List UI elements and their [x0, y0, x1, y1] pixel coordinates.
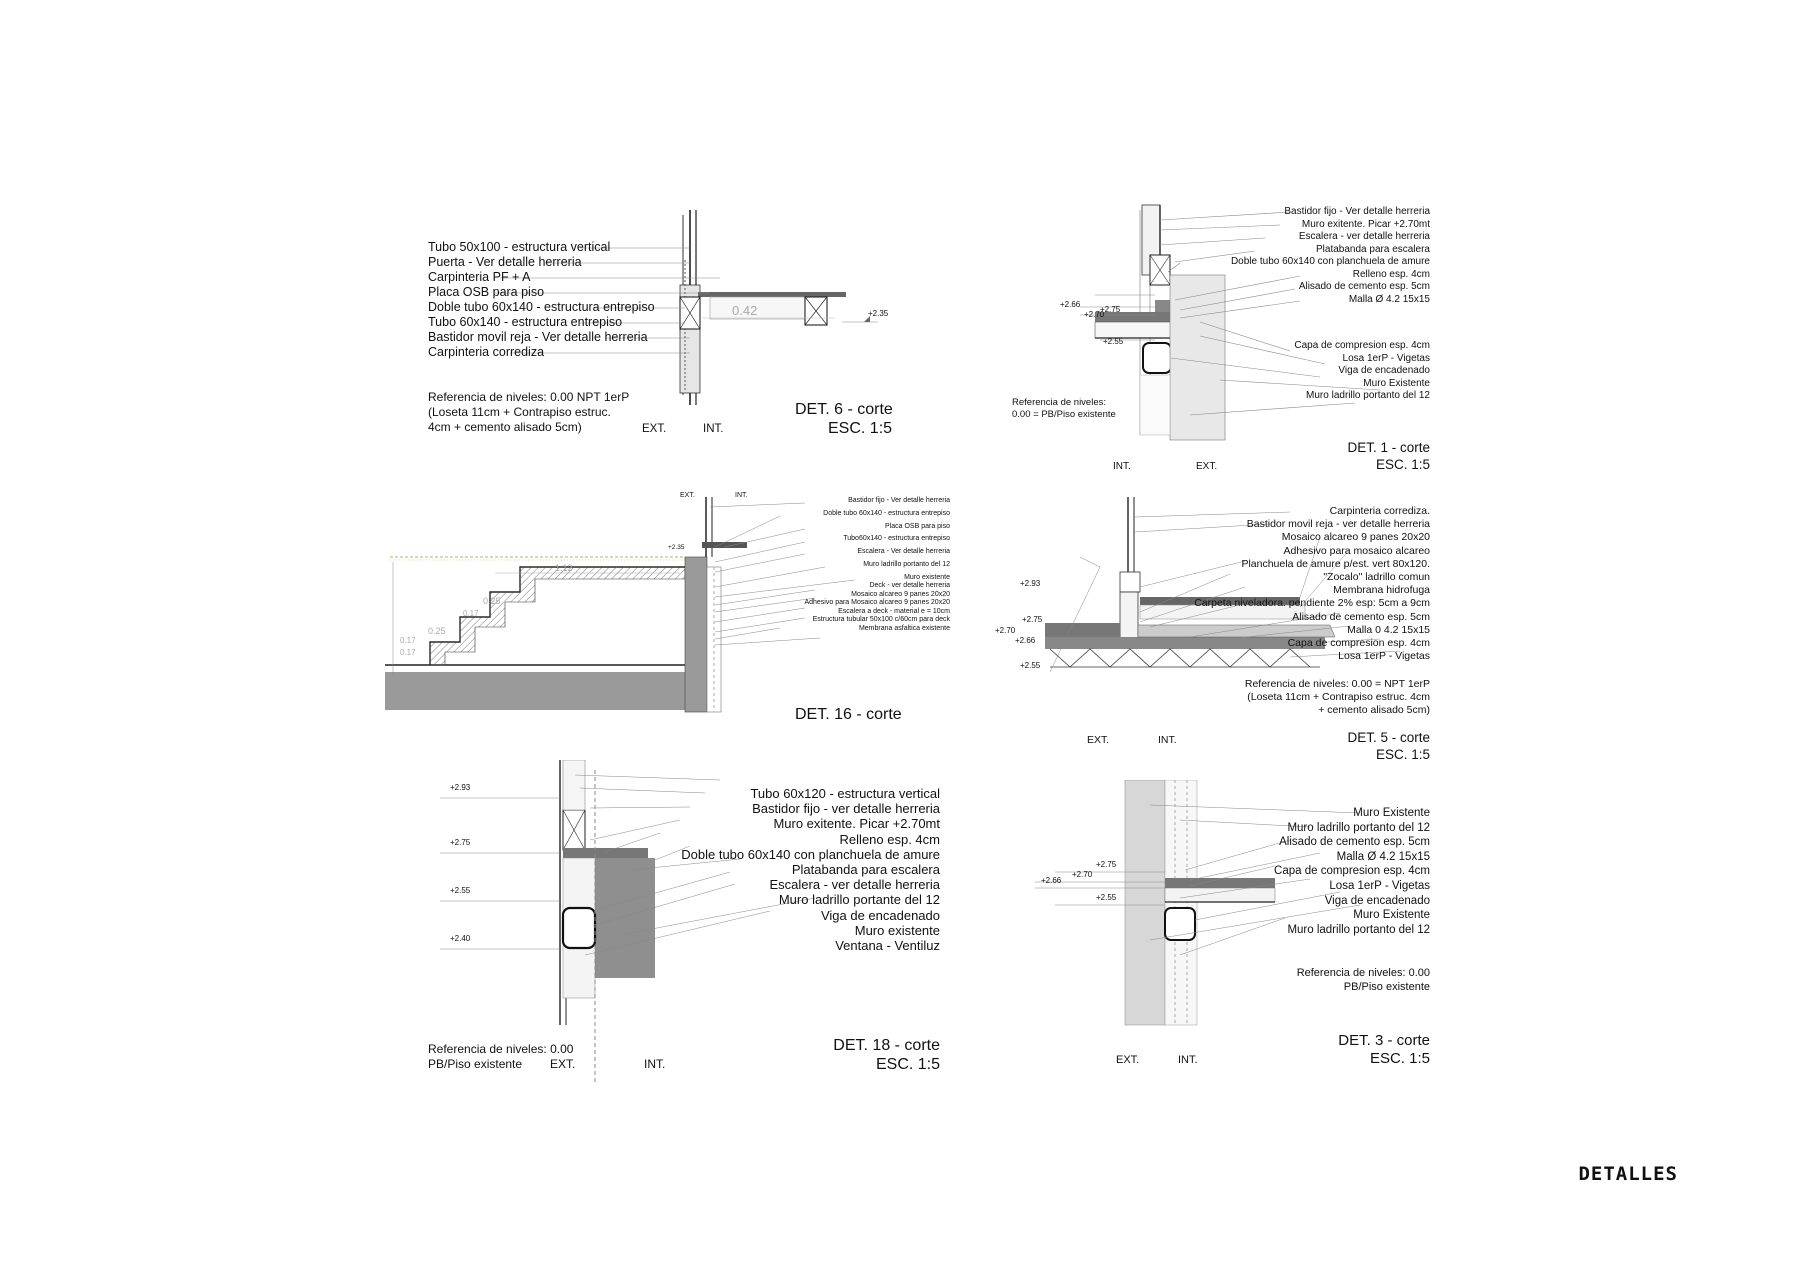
det1-note: Bastidor fijo - Ver detalle herreria — [1284, 206, 1430, 217]
det6-int-label: INT. — [703, 423, 724, 435]
det5-notes — [1194, 505, 1430, 663]
det5-level: +2.75 — [1022, 615, 1043, 624]
det6-note: Tubo 60x140 - estructura entrepiso — [428, 315, 623, 329]
det6-reference-line: 4cm + cemento alisado 5cm) — [428, 420, 582, 434]
det16-dimension: 0.25 — [428, 626, 446, 636]
det18-ext-label: EXT. — [550, 1057, 576, 1071]
det18-level: +2.40 — [450, 934, 471, 943]
det16-dimension: 0.25 — [483, 596, 501, 606]
det3-note: Muro Existente — [1353, 909, 1430, 922]
det18-title: DET. 18 - corte — [833, 1037, 940, 1054]
det5-note: "Zocalo" ladrillo comun — [1323, 570, 1430, 583]
det3-note: Alisado de cemento esp. 5cm — [1279, 836, 1430, 849]
det18-note: Relleno esp. 4cm — [839, 831, 940, 847]
det1-int-label: INT. — [1113, 461, 1131, 472]
det3-level: +2.55 — [1096, 893, 1117, 902]
det16-note: Tubo60x140 - estructura entrepiso — [843, 535, 950, 543]
det1-notes — [1231, 206, 1430, 306]
det6-note: Puerta - Ver detalle herreria — [428, 255, 582, 269]
det16-dimension: 1.12 — [555, 563, 573, 573]
page-title: DETALLES — [1578, 1163, 1678, 1185]
det18-level: +2.75 — [450, 838, 471, 847]
det5-ext-label: EXT. — [1087, 734, 1110, 746]
det16-note: Escalera a deck - material e = 10cm — [838, 607, 950, 615]
det1-note: Alisado de cemento esp. 5cm — [1298, 281, 1430, 292]
det16-note: Escalera - Ver detalle herreria — [857, 548, 950, 556]
det18-reference-line: Referencia de niveles: 0.00 — [428, 1042, 574, 1056]
det18-note: Muro exitente. Picar +2.70mt — [773, 816, 940, 832]
det5-scale: ESC. 1:5 — [1375, 747, 1430, 762]
det6-reference-line: (Loseta 11cm + Contrapiso estruc. — [428, 405, 611, 419]
det3-note: Malla Ø 4.2 15x15 — [1336, 850, 1430, 863]
det5-level: +2.93 — [1020, 579, 1041, 588]
det18-note: Doble tubo 60x140 con planchuela de amure — [681, 846, 940, 862]
det6-reference — [428, 390, 629, 435]
det6-note: Carpinteria corrediza — [428, 345, 545, 359]
det16-title: DET. 16 - corte — [795, 706, 902, 723]
det1-scale: ESC. 1:5 — [1375, 457, 1430, 472]
det18-note: Ventana - Ventiluz — [835, 937, 940, 953]
det6-ext-label: EXT. — [642, 423, 667, 435]
det3-reference-line: Referencia de niveles: 0.00 — [1296, 967, 1430, 979]
det3-note: Losa 1erP - Vigetas — [1329, 879, 1430, 892]
det5-note: Alisado de cemento esp. 5cm — [1292, 610, 1430, 623]
det5-note: Losa 1erP - Vigetas — [1338, 650, 1430, 663]
det5-note: Adhesivo para mosaico alcareo — [1283, 544, 1430, 557]
det1-note: Platabanda para escalera — [1316, 243, 1430, 255]
det3-level: +2.70 — [1072, 870, 1093, 879]
det1-note: Relleno esp. 4cm — [1352, 268, 1430, 280]
det16-note: Doble tubo 60x140 - estructura entrepiso — [823, 509, 950, 517]
det18-scale: ESC. 1:5 — [875, 1056, 940, 1073]
det6-level: +2.35 — [868, 309, 889, 318]
det1-title: DET. 1 - corte — [1347, 440, 1430, 455]
det16-dimension: 0.17 — [400, 636, 416, 645]
det6-note: Bastidor movil reja - Ver detalle herreria — [428, 330, 648, 344]
det3-note: Muro ladrillo portanto del 12 — [1287, 923, 1430, 936]
det5-note: Carpeta niveladora. pendiente 2% esp: 5cm a 9cm — [1194, 597, 1430, 610]
det1-note: Malla Ø 4.2 15x15 — [1348, 293, 1430, 305]
det5-reference-line: (Loseta 11cm + Contrapiso estruc. 4cm — [1247, 691, 1430, 703]
det5-title: DET. 5 - corte — [1347, 730, 1430, 745]
det5-reference-line: + cemento alisado 5cm) — [1318, 704, 1430, 716]
det6-notes — [428, 240, 655, 360]
det1-reference-line: 0.00 = PB/Piso existente — [1012, 409, 1116, 420]
det1-notes-lower — [1294, 340, 1430, 403]
det16-note: Mosaico alcareo 9 panes 20x20 — [851, 590, 950, 598]
det6-panel — [380, 200, 940, 445]
det1-level: +2.55 — [1103, 337, 1124, 346]
det1-note: Muro ladrillo portanto del 12 — [1306, 390, 1430, 401]
det16-note: Bastidor fijo - Ver detalle herreria — [848, 497, 950, 504]
det3-scale: ESC. 1:5 — [1369, 1050, 1430, 1067]
det5-level: +2.55 — [1020, 661, 1041, 670]
det1-panel — [1000, 200, 1430, 480]
det3-level: +2.75 — [1096, 860, 1117, 869]
det18-reference-line: PB/Piso existente — [428, 1057, 523, 1071]
det16-ext-label: EXT. — [680, 492, 695, 499]
det3-title: DET. 3 - corte — [1338, 1032, 1430, 1049]
det16-note: Muro existente — [904, 573, 950, 581]
det3-reference-line: PB/Piso existente — [1343, 981, 1430, 993]
det16-level: +2.35 — [668, 544, 685, 551]
det16-note: Deck - ver detalle herreria — [869, 582, 950, 590]
det18-notes — [681, 786, 940, 953]
det5-reference — [1245, 678, 1430, 717]
det18-note: Escalera - ver detalle herreria — [769, 877, 940, 893]
det5-panel — [990, 497, 1430, 767]
det6-note: Placa OSB para piso — [428, 285, 545, 299]
det6-title: DET. 6 - corte — [795, 401, 893, 418]
det5-int-label: INT. — [1158, 734, 1177, 746]
det16-dimension: 0.17 — [400, 648, 416, 657]
det18-note: Viga de encadenado — [820, 907, 940, 923]
det1-note: Losa 1erP - Vigetas — [1342, 352, 1430, 364]
det5-reference-line: Referencia de niveles: 0.00 = NPT 1erP — [1244, 678, 1430, 690]
det16-note: Adhesivo para Mosaico alcareo 9 panes 20x20 — [804, 599, 950, 607]
det3-note: Capa de compresion esp. 4cm — [1274, 865, 1430, 878]
det18-note: Bastidor fijo - ver detalle herreria — [752, 801, 940, 817]
det18-level: +2.55 — [450, 886, 471, 895]
det1-note: Muro Existente — [1363, 377, 1430, 389]
det18-note: Tubo 60x120 - estructura vertical — [750, 786, 940, 801]
det16-note: Muro ladrillo portanto del 12 — [863, 560, 950, 568]
det5-note: Membrana hidrofuga — [1333, 584, 1430, 597]
det18-panel — [420, 760, 940, 1085]
det5-note: Mosaico alcareo 9 panes 20x20 — [1281, 531, 1430, 544]
det16-notes — [804, 497, 950, 633]
det6-note: Carpinteria PF + A — [428, 270, 531, 284]
det3-note: Muro ladrillo portanto del 12 — [1287, 821, 1430, 834]
det6-reference-line: Referencia de niveles: 0.00 NPT 1erP — [428, 390, 630, 404]
det1-note: Doble tubo 60x140 con planchuela de amure — [1230, 256, 1430, 267]
det3-level: +2.66 — [1041, 876, 1062, 885]
det3-panel — [1030, 780, 1430, 1080]
det5-note: Bastidor movil reja - ver detalle herreria — [1246, 518, 1430, 531]
det18-note: Muro ladrillo portante del 12 — [778, 892, 940, 908]
det1-note: Escalera - ver detalle herreria — [1298, 231, 1430, 242]
det16-note: Estructura tubular 50x100 c/60cm para deck — [812, 616, 950, 624]
det16-dimension: 0.17 — [463, 609, 479, 618]
det16-note: Membrana asfaltica existente — [858, 624, 950, 632]
det18-note: Platabanda para escalera — [791, 861, 940, 877]
det1-reference — [1012, 397, 1116, 421]
det5-note: Malla 0 4.2 15x15 — [1347, 623, 1430, 636]
det5-level: +2.70 — [995, 626, 1016, 635]
det1-note: Muro exitente. Picar +2.70mt — [1301, 218, 1430, 230]
det5-note: Carpinteria corrediza. — [1329, 505, 1430, 517]
det3-note: Muro Existente — [1353, 807, 1430, 819]
det16-int-label: INT. — [735, 492, 748, 499]
det6-note: Tubo 50x100 - estructura vertical — [428, 240, 611, 254]
det5-level: +2.66 — [1015, 636, 1036, 645]
det3-reference — [1297, 966, 1430, 994]
det1-level: +2.70 — [1084, 310, 1105, 319]
det3-notes — [1274, 807, 1430, 938]
det1-ext-label: EXT. — [1196, 461, 1218, 472]
det3-ext-label: EXT. — [1116, 1054, 1140, 1066]
det1-reference-line: Referencia de niveles: — [1012, 397, 1106, 408]
det5-note: Planchuela de amure p/est. vert 80x120. — [1241, 557, 1430, 570]
det18-int-label: INT. — [644, 1057, 666, 1071]
det6-scale: ESC. 1:5 — [828, 420, 893, 437]
det1-level: +2.75 — [1100, 305, 1121, 314]
det3-int-label: INT. — [1178, 1054, 1198, 1066]
det18-note: Muro existente — [854, 922, 940, 938]
det1-note: Viga de encadenado — [1338, 365, 1430, 376]
det6-note: Doble tubo 60x140 - estructura entrepiso — [428, 300, 655, 314]
det5-note: Capa de compresion esp. 4cm — [1287, 636, 1430, 649]
det6-dimension: 0.42 — [732, 303, 758, 318]
det16-note: Placa OSB para piso — [885, 522, 950, 530]
det1-level: +2.66 — [1060, 300, 1081, 309]
det16-panel — [385, 487, 950, 737]
det3-note: Viga de encadenado — [1324, 894, 1430, 907]
det1-note: Capa de compresion esp. 4cm — [1294, 340, 1430, 351]
det18-level: +2.93 — [450, 783, 471, 792]
